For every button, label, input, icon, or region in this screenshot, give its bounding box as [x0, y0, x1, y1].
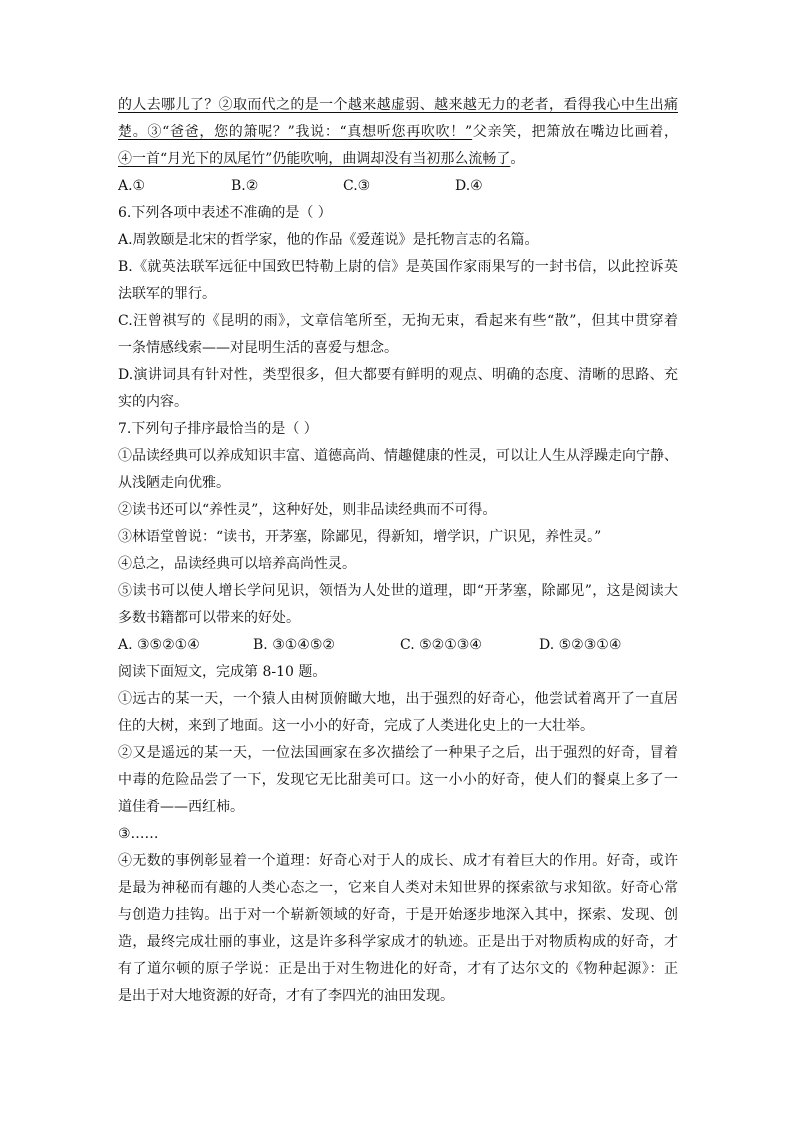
q7-sentence-5-line2: 多数书籍都可以带来的好处。	[118, 610, 300, 626]
reading-p4-line2: 是最为神秘而有趣的人类心态之一，它来自人类对未知世界的探索欲与求知欲。好奇心常	[118, 880, 678, 896]
reading-p1-line1: ①远古的某一天，一个猿人由树顶俯瞰大地，出于强烈的好奇心，他尝试着离开了一直居	[118, 691, 678, 707]
reading-p2-line1: ②又是遥远的某一天，一位法国画家在多次描绘了一种果子之后，出于强烈的好奇，冒着	[118, 745, 678, 761]
q6-option-d-line2: 实的内容。	[118, 394, 188, 410]
q6-option-b-line1: B.《就英法联军远征中国致巴特勒上尉的信》是英国作家雨果写的一封书信，以此控诉英	[118, 259, 678, 275]
reading-p4-line3: 与创造力挂钩。出于对一个崭新领域的好奇，于是开始逐步地深入其中，探索、发现、创	[118, 907, 678, 923]
q7-sentence-1-line2: 从浅陋走向优雅。	[118, 475, 230, 491]
reading-intro: 阅读下面短文，完成第 8-10 题。	[118, 664, 327, 680]
underlined-sentence: ④一首“月光下的凤尾竹”仍能吹响，曲调却没有当初那么流畅了	[118, 151, 511, 167]
q5-options	[118, 173, 678, 200]
q7-option-b: B. ③①④⑤②	[253, 637, 335, 653]
q7-sentence-3: ③林语堂曾说：“读书，开茅塞，除鄙见，得新知，增学识，广识见，养性灵。”	[118, 529, 602, 545]
q7-sentence-1-line1: ①品读经典可以养成知识丰富、道德高尚、情趣健康的性灵，可以让人生从浮躁走向宁静、	[118, 448, 678, 464]
underlined-sentence: 楚。③“爸爸，您的箫呢？”我说：“真想听您再吹吹！”	[118, 124, 473, 140]
q6-option-d-line1: D.演讲词具有针对性，类型很多，但大都要有鲜明的观点、明确的态度、清晰的思路、充	[118, 367, 678, 383]
reading-p4-line1: ④无数的事例彰显着一个道理：好奇心对于人的成长、成才有着巨大的作用。好奇，或许	[118, 853, 678, 869]
passage-line-3	[118, 146, 678, 173]
passage-line-1	[118, 92, 678, 119]
reading-p2-line3: 道佳肴——西红柿。	[118, 799, 244, 815]
q7-options	[118, 632, 678, 659]
q6-option-b-line2: 法联军的罪行。	[118, 286, 216, 302]
underlined-sentence: 的人去哪儿了？②取而代之的是一个越来越虚弱、越来越无力的老者，看得我心中生出痛	[118, 97, 678, 113]
q6-option-a: A.周敦颐是北宋的哲学家，他的作品《爱莲说》是托物言志的名篇。	[118, 232, 539, 248]
q7-option-c: C. ⑤②①③④	[400, 637, 482, 653]
q7-stem: 7.下列句子排序最恰当的是（ ）	[118, 421, 318, 437]
q6-stem: 6.下列各项中表述不准确的是（ ）	[118, 205, 332, 221]
passage-text: 父亲笑，把箫放在嘴边比画着，	[472, 124, 678, 140]
q5-option-a: A.①	[118, 178, 146, 194]
q7-sentence-2: ②读书还可以“养性灵”，这种好处，则非品读经典而不可得。	[118, 502, 497, 518]
reading-p4-line4: 造，最终完成壮丽的事业，这是许多科学家成才的轨迹。正是出于对物质构成的好奇，才	[118, 934, 678, 950]
reading-p4-line6: 是出于对大地资源的好奇，才有了李四光的油田发现。	[118, 988, 454, 1004]
passage-text: 。	[510, 151, 525, 167]
passage-line-2	[118, 119, 678, 146]
q7-option-a: A. ③⑤②①④	[118, 637, 200, 653]
reading-p4-line5: 有了道尔顿的原子学说：正是出于对生物进化的好奇，才有了达尔文的《物种起源》：正	[118, 961, 678, 977]
q6-option-c-line1: C.汪曾祺写的《昆明的雨》，文章信笔所至，无拘无束，看起来有些“散”，但其中贯穿着	[118, 313, 678, 329]
q7-sentence-5-line1: ⑤读书可以使人增长学问见识，领悟为人处世的道理，即“开茅塞，除鄙见”，这是阅读大	[118, 583, 678, 599]
document-body	[118, 92, 678, 1010]
reading-p3: ③……	[118, 826, 159, 842]
q7-sentence-4: ④总之，品读经典可以培养高尚性灵。	[118, 556, 356, 572]
q5-option-b: B.②	[231, 178, 259, 194]
reading-p1-line2: 住的大树，来到了地面。这一小小的好奇，完成了人类进化史上的一大壮举。	[118, 718, 594, 734]
reading-p2-line2: 中毒的危险品尝了一下，发现它无比甜美可口。这一小小的好奇，使人们的餐桌上多了一	[118, 772, 678, 788]
q6-option-c-line2: 一条情感线索——对昆明生活的喜爱与想念。	[118, 340, 398, 356]
q5-option-d: D.④	[455, 178, 483, 194]
q5-option-c: C.③	[343, 178, 371, 194]
q7-option-d: D. ⑤②③①④	[539, 637, 622, 653]
